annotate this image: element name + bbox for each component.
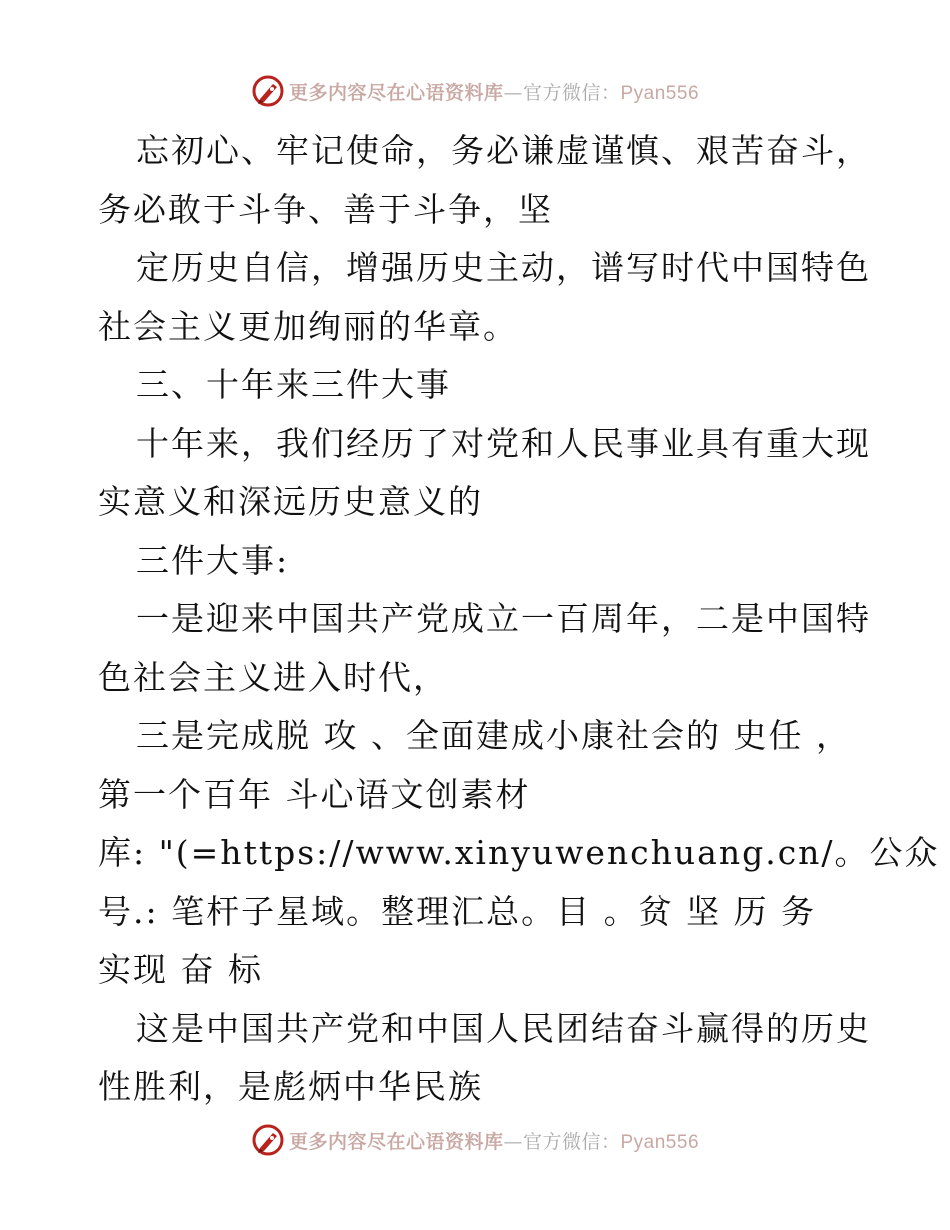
text-line: 忘初心、牢记使命，务必谦虚谨慎、艰苦奋斗， bbox=[136, 131, 871, 170]
text-line: 十年来，我们经历了对党和人民事业具有重大现 bbox=[136, 423, 871, 463]
header-banner bbox=[0, 71, 950, 111]
banner-main-text: 更多内容尽在心语资料库 bbox=[288, 81, 504, 104]
text-line: 社会主义更加绚丽的华章。 bbox=[98, 306, 518, 346]
text-line: 号.: 笔杆子星域。整理汇总。目 。贫 坚 历 务 bbox=[98, 891, 817, 931]
text-line: 定历史自信，增强历史主动，谱写时代中国特色 bbox=[136, 248, 871, 287]
banner-wechat-label: 官方微信： bbox=[522, 81, 621, 104]
text-line: 实意义和深远历史意义的 bbox=[98, 482, 483, 521]
text-line: 色社会主义进入时代， bbox=[98, 657, 448, 697]
banner-wechat-id: Pyan556 bbox=[620, 82, 700, 104]
section-heading: 三、十年来三件大事 bbox=[136, 365, 451, 404]
pen-logo-icon bbox=[251, 74, 285, 108]
banner-main-text: 更多内容尽在心语资料库 bbox=[288, 1130, 504, 1153]
pen-logo-icon bbox=[251, 1123, 285, 1157]
text-line: 第一个百年 斗心语文创素材 bbox=[98, 774, 531, 814]
banner-separator: — bbox=[503, 81, 523, 104]
banner-separator: — bbox=[503, 1130, 523, 1153]
banner-wechat-id: Pyan556 bbox=[620, 1131, 700, 1153]
text-line: 实现 奋 标 bbox=[98, 950, 263, 989]
text-line-url: 库: "(=https://www.xinyuwenchuang.cn/。公众 bbox=[98, 833, 940, 872]
text-line: 这是中国共产党和中国人民团结奋斗赢得的历史 bbox=[136, 1008, 871, 1048]
banner-text bbox=[289, 1127, 699, 1154]
document-body bbox=[98, 122, 940, 1117]
banner-text bbox=[289, 78, 699, 105]
text-line: 三件大事: bbox=[136, 540, 290, 580]
text-line: 性胜利，是彪炳中华民族 bbox=[98, 1067, 483, 1106]
banner-wechat-label: 官方微信： bbox=[522, 1130, 621, 1153]
footer-banner bbox=[0, 1120, 950, 1160]
text-line: 三是完成脱 攻 、全面建成小康社会的 史任 ， bbox=[136, 716, 851, 755]
text-line: 务必敢于斗争、善于斗争，坚 bbox=[98, 189, 553, 229]
text-line: 一是迎来中国共产党成立一百周年，二是中国特 bbox=[136, 599, 871, 638]
